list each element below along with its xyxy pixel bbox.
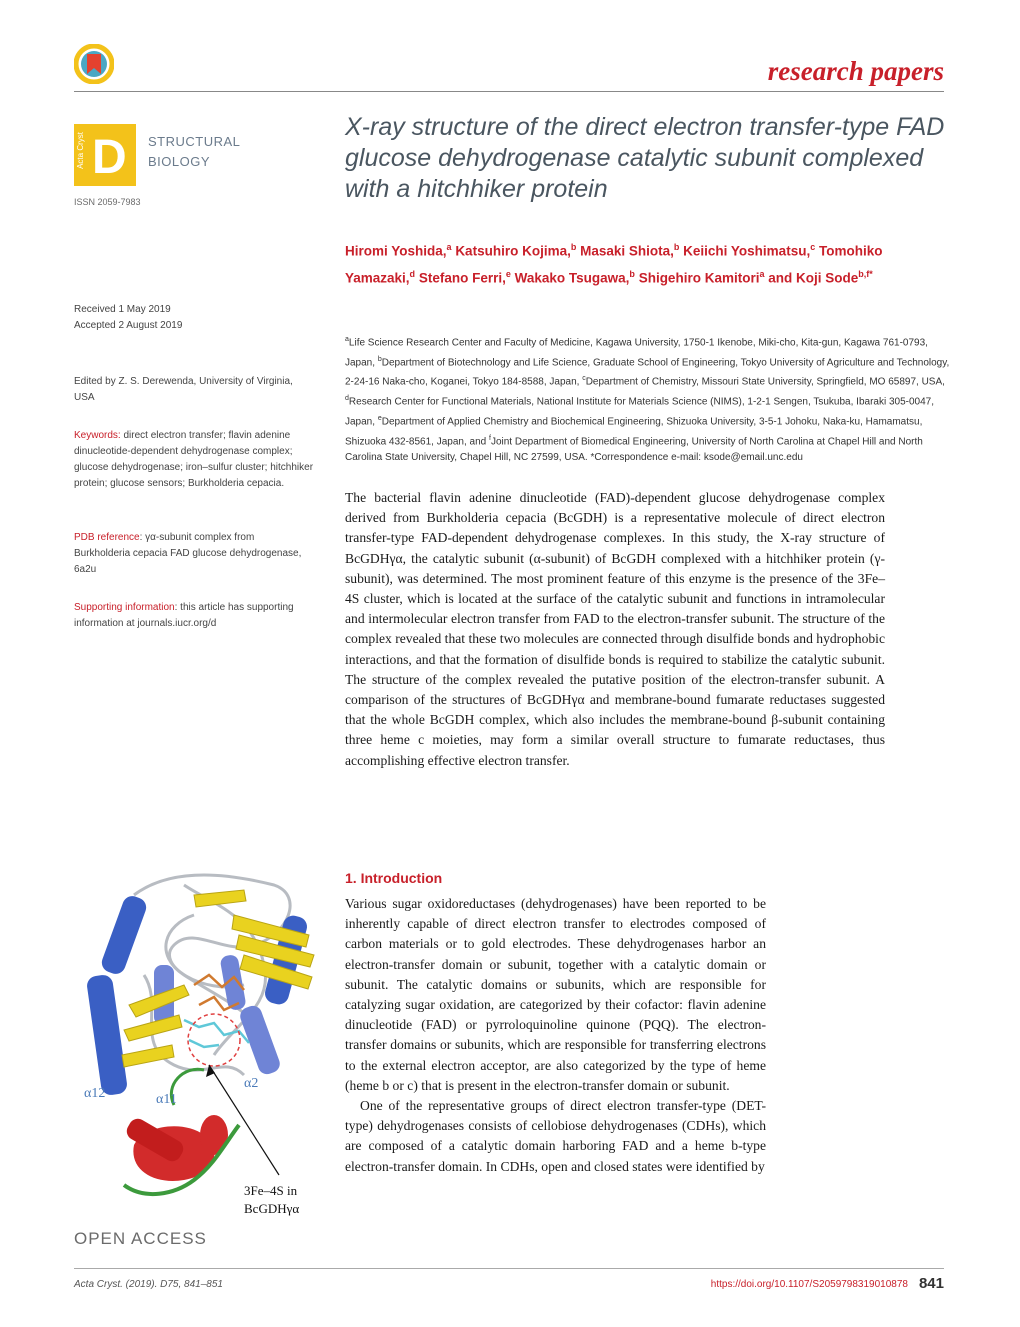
intro-paragraph-2: One of the representative groups of direct electron transfer-type (DET-type) dehydrogenases consists of cellobiose dehydrogenases (CDHs), which are composed of a catalytic domain harboring FAD and a heme b-type electron-transfer domain. In CDHs, open and closed states were identified by [345, 1098, 766, 1174]
author-list [345, 236, 945, 289]
author-name: Koji Sode [796, 270, 859, 285]
section-heading-introduction: 1. Introduction [345, 870, 443, 886]
author-affiliation-marker: d [409, 268, 416, 279]
author-name: Keiichi Yoshimatsu, [683, 243, 811, 259]
journal-name [148, 132, 240, 172]
keywords-block [74, 428, 324, 492]
affiliation-marker: e [377, 414, 382, 422]
figure-blue-helices [86, 893, 309, 1096]
affiliation-marker: c [582, 375, 586, 383]
footer-divider [74, 1268, 944, 1269]
pdb-reference-label: PDB reference [74, 532, 140, 543]
open-access-text: OPEN ACCESS [74, 1229, 207, 1248]
figure-label-a11: α11 [156, 1092, 177, 1107]
author-name: Stefano Ferri, [418, 270, 506, 285]
pdb-reference-block [74, 530, 304, 578]
supporting-info-block [74, 600, 314, 632]
keywords-label: Keywords: [74, 430, 121, 441]
author-affiliation-marker: a [759, 268, 765, 279]
author-affiliation-marker: b,f* [858, 268, 873, 279]
edited-by: Edited by Z. S. Derewenda, University of Virginia, USA [74, 376, 293, 403]
affiliation-marker: d [345, 395, 349, 403]
open-access-badge [74, 1229, 207, 1249]
author-affiliation-marker: a [446, 242, 452, 252]
figure-label-a2: α2 [244, 1076, 259, 1091]
affiliation-marker: a [345, 336, 349, 343]
page-number: 841 [918, 1275, 944, 1292]
affiliation-text: Department of Applied Chemistry and Biochemical Engineering, Shizuoka University, 3-5-1 Johoku, Naka-ku, Hamamatsu, Shizuoka 432-8561, Japan, and [345, 416, 923, 447]
accepted-date: Accepted 2 August 2019 [74, 320, 183, 331]
figure-gamma-subunit [124, 1069, 239, 1194]
affiliation-marker: f [489, 434, 491, 442]
running-head: research papers [767, 56, 944, 86]
author-name: and [768, 270, 793, 285]
journal-logo-acta-text: Acta Cryst [76, 132, 85, 169]
introduction-body [345, 894, 766, 1177]
pdb-reference-text: : γα-subunit complex from Burkholderia cepacia FAD glucose dehydrogenase, 6a2u [74, 532, 302, 575]
article-title: X-ray structure of the direct electron transfer-type FAD glucose dehydrogenase catalytic subunit complexed with a hitchhiker protein [345, 113, 945, 203]
affiliations [345, 332, 950, 467]
intro-paragraph-1: Various sugar oxidoreductases (dehydrogenases) have been reported to be inherently capable of direct electron transfer to electrodes composed of carbon materials or to gold electrodes. These dehydrogenases harbor an electron-transfer domain or subunit, together with a catalytic domain or subunit. The catalytic domains or subunits, which are responsible for catalyzing sugar oxidation, are categorized by their cofactor: flavin adenine dinucleotide (FAD) or pyrroloquinoline quinone (PQQ). The electron-transfer domains or subunits, which are responsible for transferring electrons to the external electron acceptor, are also categorized by the type of heme (heme b or c) that is present in the electron-transfer domain or subunit. [345, 896, 766, 1093]
figure-caption-line2: BcGDHγα [244, 1201, 300, 1216]
affiliation-text: Research Center for Functional Materials, National Institute for Materials Science (NIMS), 1-2-1 Sengen, Tsukuba, Ibaraki 305-0047, Japan, [345, 396, 935, 428]
supporting-info-text: : this article has supporting information at journals.iucr.org/d [74, 602, 294, 629]
journal-name-line2: BIOLOGY [148, 154, 211, 169]
protein-structure-figure [74, 855, 339, 1225]
author-affiliation-marker: b [629, 268, 635, 279]
affiliation-text: Life Science Research Center and Faculty of Medicine, Kagawa University, 1750-1 Ikenobe, Miki-cho, Kita-gun, Kagawa 761-0793, Japan, [345, 337, 928, 369]
author-name: Hiromi Yoshida, [345, 243, 447, 259]
figure-yellow-sheets [122, 890, 314, 1067]
iucr-logo-icon [74, 44, 114, 84]
affiliation-text: Department of Biotechnology and Life Science, Graduate School of Engineering, Tokyo University of Agriculture and Technology, 2-24-16 Naka-cho, Koganei, Tokyo 184-8588, Japan, [345, 357, 950, 388]
author-name: Katsuhiro Kojima, [455, 243, 571, 259]
affiliation-text: Department of Chemistry, Missouri State University, Springfield, MO 65897, USA, [585, 376, 945, 388]
dates-block [74, 302, 324, 334]
author-name: Shigehiro Kamitori [638, 270, 760, 285]
keywords-text: direct electron transfer; flavin adenine dinucleotide-dependent dehydrogenase complex; glucose dehydrogenase; iron–sulfur cluster; hitchhiker protein; glucose sensors; Burkholderia cepacia. [74, 430, 314, 489]
journal-logo-letter: D [92, 131, 127, 184]
author-affiliation-marker: b [673, 242, 680, 252]
header-divider [74, 91, 944, 92]
affiliation-text: Joint Department of Biomedical Engineering, University of North Carolina at Chapel Hill and North Carolina State University, Chapel Hill, NC 27599, USA. *Correspondence e-mail: ksode@email.unc.edu [345, 436, 923, 464]
footer-citation: Acta Cryst. (2019). D75, 841–851 [74, 1279, 223, 1290]
figure-label-a12: α12 [84, 1086, 106, 1101]
author-name: Masaki Shiota, [580, 243, 674, 259]
issn: ISSN 2059-7983 [74, 197, 141, 207]
received-date: Received 1 May 2019 [74, 304, 171, 315]
abstract: The bacterial flavin adenine dinucleotide (FAD)-dependent glucose dehydrogenase complex derived from Burkholderia cepacia (BcGDH) is a representative molecule of direct electron transfer-type FAD-dependent dehydrogenase complexes. In this study, the X-ray structure of BcGDHγα, the catalytic subunit (α-subunit) of BcGDH complexed with a hitchhiker protein (γ-subunit), was determined. The most prominent feature of this enzyme is the presence of the 3Fe–4S cluster, which is located at the surface of the catalytic subunit and functions in intramolecular and intermolecular electron transfer from FAD to the electron-transfer subunit. The structure of the complex revealed that these two molecules are connected through disulfide bonds and hydrophobic interactions, and that the formation of disulfide bonds is required to stabilize the catalytic subunit. The structure of the complex revealed the putative position of the electron-transfer subunit. A comparison of the structures of BcGDHγα and membrane-bound fumarate reductases suggested that the whole BcGDH complex, which also includes the membrane-bound β-subunit containing three heme c moieties, may form a similar overall structure to fumarate reductases, thus accomplishing effective electron transfer. [345, 490, 885, 768]
author-affiliation-marker: c [810, 242, 816, 252]
supporting-info-label: Supporting information [74, 602, 175, 613]
journal-name-line1: STRUCTURAL [148, 134, 241, 149]
footer-doi-link[interactable]: https://doi.org/10.1107/S2059798319010878 [710, 1279, 908, 1290]
author-affiliation-marker: b [570, 242, 577, 252]
journal-logo [74, 124, 136, 186]
affiliation-marker: b [377, 355, 382, 363]
figure-caption-line1: 3Fe–4S in [244, 1183, 298, 1198]
author-name: Tomohiko Yamazaki, [345, 243, 883, 285]
author-affiliation-marker: e [505, 268, 511, 279]
author-name: Wakako Tsugawa, [514, 270, 630, 285]
